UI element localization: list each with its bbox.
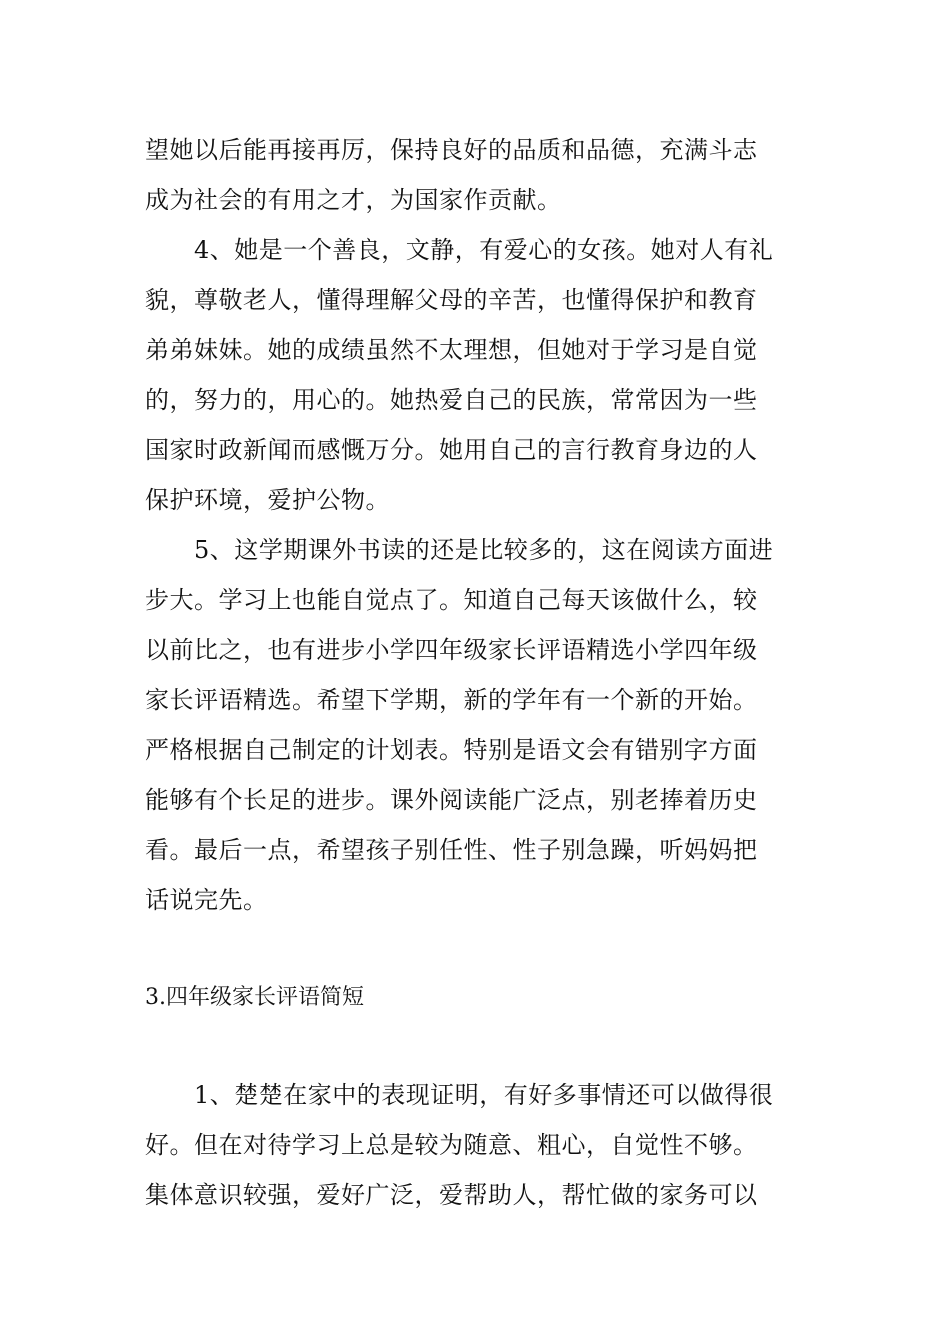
- text-line: 家长评语精选。希望下学期，新的学年有一个新的开始。: [145, 686, 758, 714]
- section-heading: 3.四年级家长评语简短: [145, 985, 364, 1010]
- text-line: 望她以后能再接再厉，保持良好的品质和品德，充满斗志: [145, 136, 758, 164]
- text-line: 集体意识较强，爱好广泛，爱帮助人，帮忙做的家务可以: [145, 1181, 758, 1209]
- text-line: 5、这学期课外书读的还是比较多的，这在阅读方面进: [145, 536, 774, 564]
- text-line: 好。但在对待学习上总是较为随意、粗心，自觉性不够。: [145, 1131, 758, 1159]
- text-line: 能够有个长足的进步。课外阅读能广泛点，别老捧着历史: [145, 786, 758, 814]
- text-line: 成为社会的有用之才，为国家作贡献。: [145, 186, 562, 214]
- text-line: 看。最后一点，希望孩子别任性、性子别急躁，听妈妈把: [145, 836, 758, 864]
- text-line: 严格根据自己制定的计划表。特别是语文会有错别字方面: [145, 736, 758, 764]
- text-line: 的，努力的，用心的。她热爱自己的民族，常常因为一些: [145, 386, 758, 414]
- text-line: 话说完先。: [145, 886, 268, 914]
- text-line: 保护环境，爱护公物。: [145, 486, 390, 514]
- text-line: 以前比之，也有进步小学四年级家长评语精选小学四年级: [145, 636, 758, 664]
- text-line: 貌，尊敬老人，懂得理解父母的辛苦，也懂得保护和教育: [145, 286, 758, 314]
- text-line: 步大。学习上也能自觉点了。知道自己每天该做什么，较: [145, 586, 758, 614]
- text-line: 4、她是一个善良，文静，有爱心的女孩。她对人有礼: [145, 236, 774, 264]
- text-line: 国家时政新闻而感慨万分。她用自己的言行教育身边的人: [145, 436, 758, 464]
- text-line: 1、楚楚在家中的表现证明，有好多事情还可以做得很: [145, 1081, 774, 1109]
- text-line: 弟弟妹妹。她的成绩虽然不太理想，但她对于学习是自觉: [145, 336, 758, 364]
